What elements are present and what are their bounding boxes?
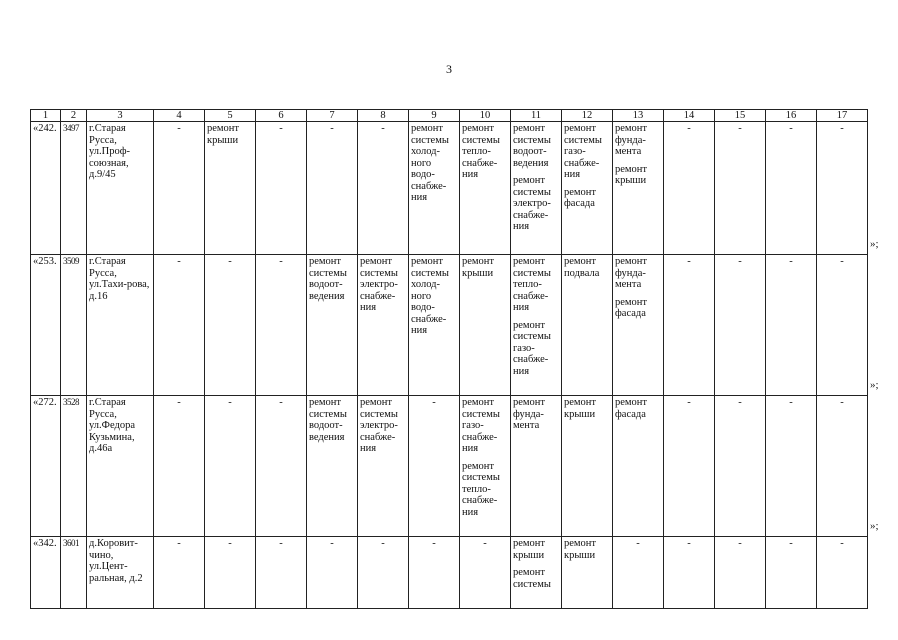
cell-c11 (511, 537, 562, 609)
work-item: ремонт системы газо-снабже-ния (564, 123, 602, 180)
work-item: ремонт фасада (615, 397, 648, 420)
column-header-13: 13 (613, 110, 664, 122)
cell-c16 (766, 255, 817, 396)
work-item: ремонт системы газо-снабже-ния (462, 397, 500, 454)
work-item: ремонт системы водоот-ведения (309, 397, 347, 443)
cell-c15 (715, 255, 766, 396)
cell-c7 (307, 396, 358, 537)
cell-c3: г.Старая Русса, ул.Федора Кузьмина, д.46а (87, 396, 154, 537)
cell-c6 (256, 396, 307, 537)
work-item: - (840, 538, 844, 549)
column-header-8: 8 (358, 110, 409, 122)
column-header-10: 10 (460, 110, 511, 122)
cell-c2: 3497 (61, 122, 87, 255)
work-item: - (738, 256, 742, 267)
cell-c3: г.Старая Русса, ул.Тахи-рова, д.16 (87, 255, 154, 396)
work-item: ремонт системы электро-снабже-ния (513, 175, 551, 232)
work-item: - (789, 538, 793, 549)
work-item: ремонт системы водоот-ведения (513, 123, 551, 169)
cell-c14 (664, 122, 715, 255)
work-item: - (687, 123, 691, 134)
work-item: - (840, 256, 844, 267)
cell-c7 (307, 255, 358, 396)
cell-c6 (256, 255, 307, 396)
work-item: - (330, 538, 334, 549)
work-item: - (738, 397, 742, 408)
cell-c13 (613, 122, 664, 255)
cell-c13 (613, 396, 664, 537)
column-header-7: 7 (307, 110, 358, 122)
work-item: - (381, 538, 385, 549)
work-item: - (279, 397, 283, 408)
cell-c14 (664, 537, 715, 609)
cell-c14 (664, 255, 715, 396)
work-item: - (483, 538, 487, 549)
work-item: - (228, 538, 232, 549)
work-item: ремонт крыши (564, 538, 597, 561)
work-item: ремонт системы холод-ного водо-снабже-ния (411, 256, 449, 336)
work-item: - (687, 538, 691, 549)
work-item: ремонт крыши (207, 123, 240, 146)
cell-c17 (817, 255, 868, 396)
work-item: - (840, 397, 844, 408)
work-item: ремонт системы тепло-снабже-ния (513, 256, 551, 313)
work-item: ремонт системы (513, 567, 551, 590)
cell-c17 (817, 122, 868, 255)
cell-c15 (715, 396, 766, 537)
cell-c4 (154, 122, 205, 255)
work-item: ремонт крыши (615, 163, 648, 186)
cell-c10 (460, 396, 511, 537)
work-item: - (636, 538, 640, 549)
cell-c15 (715, 122, 766, 255)
cell-c5 (205, 396, 256, 537)
cell-c8 (358, 396, 409, 537)
row-closing-mark: »; (870, 520, 879, 532)
work-item: ремонт фасада (564, 186, 597, 209)
work-item: - (687, 397, 691, 408)
page-number: 3 (446, 62, 452, 76)
work-item: ремонт системы газо-снабже-ния (513, 319, 551, 377)
column-header-4: 4 (154, 110, 205, 122)
cell-c9 (409, 396, 460, 537)
work-item: - (840, 123, 844, 134)
cell-c7 (307, 537, 358, 609)
work-item: - (177, 256, 181, 267)
work-item: - (789, 256, 793, 267)
table-row (31, 122, 868, 255)
work-item: - (432, 397, 436, 408)
cell-c17 (817, 537, 868, 609)
work-item: ремонт системы тепло-снабже-ния (462, 123, 500, 180)
work-item: ремонт системы электро-снабже-ния (360, 397, 398, 454)
cell-c12 (562, 255, 613, 396)
cell-c10 (460, 122, 511, 255)
work-item: - (279, 123, 283, 134)
cell-c3: г.Старая Русса, ул.Проф-союзная, д.9/45 (87, 122, 154, 255)
cell-c1: «342. (31, 537, 61, 609)
work-item: - (177, 538, 181, 549)
work-item: ремонт фунда-мента (615, 123, 648, 157)
cell-c14 (664, 396, 715, 537)
work-item: - (330, 123, 334, 134)
cell-c4 (154, 537, 205, 609)
table-row (31, 396, 868, 537)
column-header-11: 11 (511, 110, 562, 122)
work-item: - (687, 256, 691, 267)
cell-c2: 3509 (61, 255, 87, 396)
work-item: - (432, 538, 436, 549)
column-header-3: 3 (87, 110, 154, 122)
cell-c12 (562, 537, 613, 609)
cell-c8 (358, 122, 409, 255)
cell-c11 (511, 396, 562, 537)
cell-c12 (562, 122, 613, 255)
cell-c5 (205, 122, 256, 255)
work-item: ремонт системы водоот-ведения (309, 256, 347, 302)
cell-c3: д.Коровит-чино, ул.Цент-ральная, д.2 (87, 537, 154, 609)
column-header-12: 12 (562, 110, 613, 122)
cell-c9 (409, 537, 460, 609)
column-header-row (31, 110, 868, 122)
column-header-14: 14 (664, 110, 715, 122)
cell-c4 (154, 396, 205, 537)
work-item: - (228, 256, 232, 267)
cell-c12 (562, 396, 613, 537)
column-header-6: 6 (256, 110, 307, 122)
work-item: - (177, 123, 181, 134)
cell-c6 (256, 122, 307, 255)
cell-c11 (511, 255, 562, 396)
work-item: - (279, 538, 283, 549)
work-item: - (789, 123, 793, 134)
work-item: - (177, 397, 181, 408)
cell-c16 (766, 396, 817, 537)
column-header-15: 15 (715, 110, 766, 122)
work-item: ремонт фунда-мента (615, 256, 648, 290)
cell-c8 (358, 537, 409, 609)
work-item: - (279, 256, 283, 267)
repair-schedule-table (30, 109, 868, 609)
cell-c1: «253. (31, 255, 61, 396)
work-item: - (789, 397, 793, 408)
cell-c11 (511, 122, 562, 255)
cell-c13 (613, 255, 664, 396)
row-closing-mark: »; (870, 379, 879, 391)
cell-c9 (409, 255, 460, 396)
column-header-17: 17 (817, 110, 868, 122)
column-header-2: 2 (61, 110, 87, 122)
work-item: ремонт крыши (564, 397, 597, 420)
row-closing-mark: »; (870, 238, 879, 250)
cell-c10 (460, 255, 511, 396)
cell-c5 (205, 537, 256, 609)
cell-c17 (817, 396, 868, 537)
work-item: ремонт подвала (564, 256, 600, 279)
cell-c1: «242. (31, 122, 61, 255)
work-item: ремонт фунда-мента (513, 397, 546, 431)
cell-c1: «272. (31, 396, 61, 537)
work-item: ремонт фасада (615, 296, 648, 319)
cell-c4 (154, 255, 205, 396)
work-item: ремонт системы холод-ного водо-снабже-ния (411, 123, 449, 203)
work-item: ремонт системы тепло-снабже-ния (462, 460, 500, 518)
column-header-5: 5 (205, 110, 256, 122)
cell-c13 (613, 537, 664, 609)
column-header-16: 16 (766, 110, 817, 122)
work-item: ремонт крыши (462, 256, 495, 279)
work-item: - (381, 123, 385, 134)
work-item: ремонт крыши (513, 538, 546, 561)
cell-c2: 3528 (61, 396, 87, 537)
table-row (31, 255, 868, 396)
work-item: - (738, 123, 742, 134)
cell-c15 (715, 537, 766, 609)
cell-c5 (205, 255, 256, 396)
column-header-1: 1 (31, 110, 61, 122)
table-row (31, 537, 868, 609)
cell-c7 (307, 122, 358, 255)
cell-c8 (358, 255, 409, 396)
column-header-9: 9 (409, 110, 460, 122)
cell-c10 (460, 537, 511, 609)
cell-c6 (256, 537, 307, 609)
work-item: - (738, 538, 742, 549)
work-item: ремонт системы электро-снабже-ния (360, 256, 398, 313)
cell-c16 (766, 122, 817, 255)
cell-c9 (409, 122, 460, 255)
work-item: - (228, 397, 232, 408)
cell-c2: 3601 (61, 537, 87, 609)
cell-c16 (766, 537, 817, 609)
